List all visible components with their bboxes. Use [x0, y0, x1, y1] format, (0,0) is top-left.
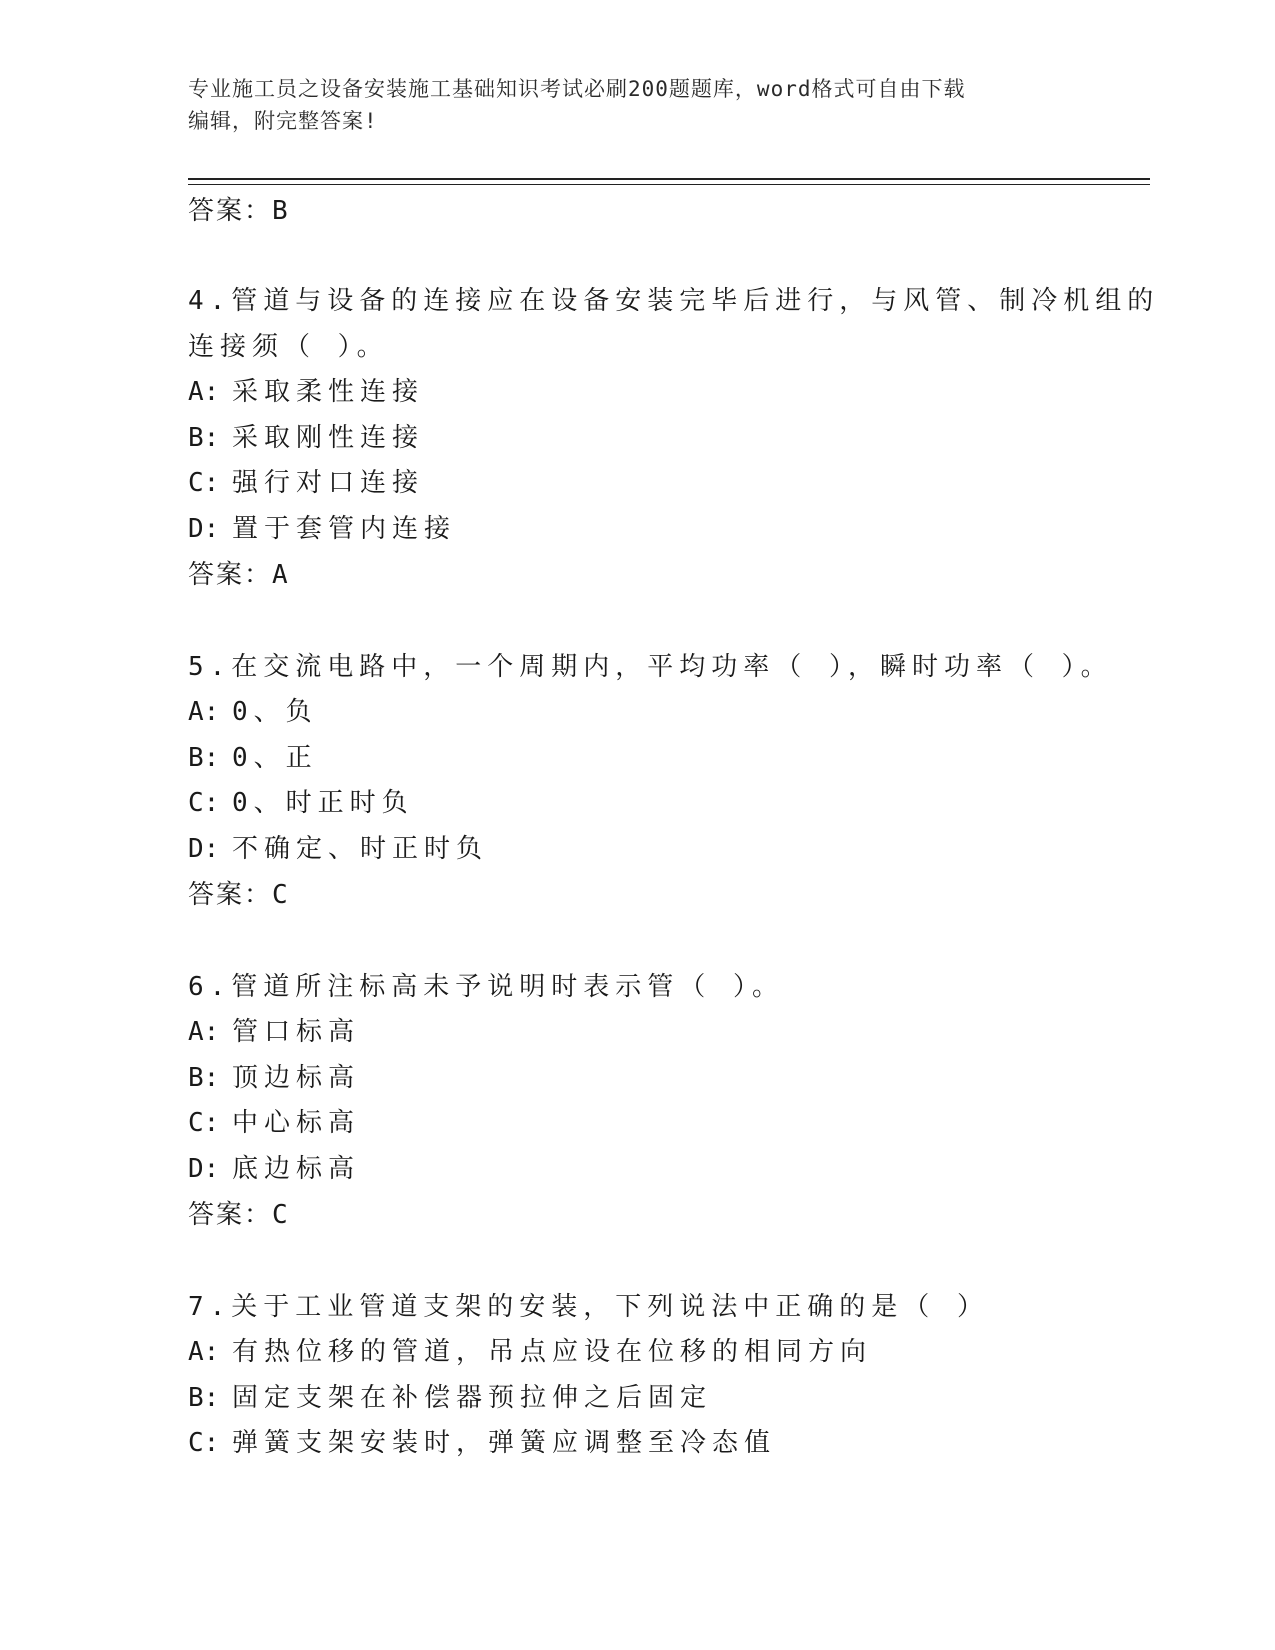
question-block-7	[188, 1284, 1108, 1467]
option-letter: B:	[188, 422, 220, 453]
header-title-line-2: 编辑，附完整答案!	[188, 109, 378, 133]
spacer	[188, 1238, 1108, 1284]
option-text: 不确定、时正时负	[232, 833, 489, 864]
question-stem	[188, 644, 1113, 690]
option-letter: D:	[188, 833, 220, 864]
header-title-line-1: 专业施工员之设备安装施工基础知识考试必刷200题题库，word格式可自由下载	[188, 77, 966, 101]
option-text: 置于套管内连接	[232, 513, 457, 544]
answer-line: 答案：C	[188, 880, 290, 910]
question-stem-line: 6.管道所注标高未予说明时表示管（ ）。	[188, 972, 784, 1002]
option-text: 固定支架在补偿器预拉伸之后固定	[232, 1382, 713, 1413]
option-b	[188, 416, 1108, 462]
option-letter: C:	[188, 788, 220, 818]
question-stem	[188, 278, 1160, 370]
option-letter: C:	[188, 1108, 220, 1138]
option-letter: D:	[188, 1153, 220, 1184]
question-stem-line: 连接须（ ）。	[188, 332, 389, 362]
option-letter: D:	[188, 513, 220, 544]
option-letter: A:	[188, 697, 220, 727]
option-text: 0、时正时负	[232, 788, 414, 818]
option-letter: A:	[188, 377, 220, 407]
option-letter: B:	[188, 1382, 220, 1413]
option-letter: C:	[188, 468, 220, 498]
answer-line: 答案：C	[188, 1200, 290, 1230]
option-letter: B:	[188, 742, 220, 773]
answer-line-q3: 答案：B	[188, 196, 290, 226]
option-text: 0、正	[232, 742, 318, 773]
spacer	[188, 598, 1108, 644]
question-list	[188, 188, 1160, 1467]
option-c	[188, 461, 1108, 507]
option-d	[188, 507, 1108, 553]
option-c	[188, 781, 1108, 827]
question-stem	[188, 964, 1108, 1010]
option-text: 有热位移的管道，吊点应设在位移的相同方向	[232, 1337, 873, 1367]
option-letter: C:	[188, 1428, 220, 1458]
header-divider-thin	[188, 184, 1150, 185]
option-text: 强行对口连接	[232, 468, 425, 498]
option-d	[188, 827, 1108, 873]
option-text: 采取柔性连接	[232, 377, 425, 407]
option-text: 中心标高	[232, 1108, 361, 1138]
header-divider-thick	[188, 178, 1150, 180]
option-a	[188, 1330, 1108, 1376]
option-a	[188, 690, 1108, 736]
option-letter: A:	[188, 1017, 220, 1047]
option-text: 采取刚性连接	[232, 422, 425, 453]
question-stem-line: 7.关于工业管道支架的安装，下列说法中正确的是（ ）	[188, 1292, 989, 1322]
question-block-4	[188, 278, 1160, 598]
spacer	[188, 918, 1108, 964]
option-text: 0、负	[232, 697, 318, 727]
option-b	[188, 1056, 1108, 1102]
question-block-6	[188, 964, 1108, 1238]
option-a	[188, 1010, 1108, 1056]
option-c	[188, 1101, 1108, 1147]
option-letter: B:	[188, 1062, 220, 1093]
question-block-5	[188, 644, 1113, 918]
spacer	[188, 234, 1108, 278]
option-b	[188, 736, 1108, 782]
option-a	[188, 370, 1108, 416]
option-b	[188, 1376, 1108, 1422]
question-stem-line: 4.管道与设备的连接应在设备安装完毕后进行，与风管、制冷机组的	[188, 286, 1160, 316]
option-c	[188, 1421, 1108, 1467]
option-d	[188, 1147, 1108, 1193]
page-header	[188, 73, 1068, 137]
question-stem-line: 5.在交流电路中，一个周期内，平均功率（ ），瞬时功率（ ）。	[188, 652, 1113, 682]
option-text: 管口标高	[232, 1017, 361, 1047]
option-text: 顶边标高	[232, 1062, 361, 1093]
question-stem	[188, 1284, 1108, 1330]
option-text: 底边标高	[232, 1153, 361, 1184]
option-text: 弹簧支架安装时，弹簧应调整至冷态值	[232, 1428, 777, 1458]
answer-line: 答案：A	[188, 560, 290, 590]
option-letter: A:	[188, 1337, 220, 1367]
